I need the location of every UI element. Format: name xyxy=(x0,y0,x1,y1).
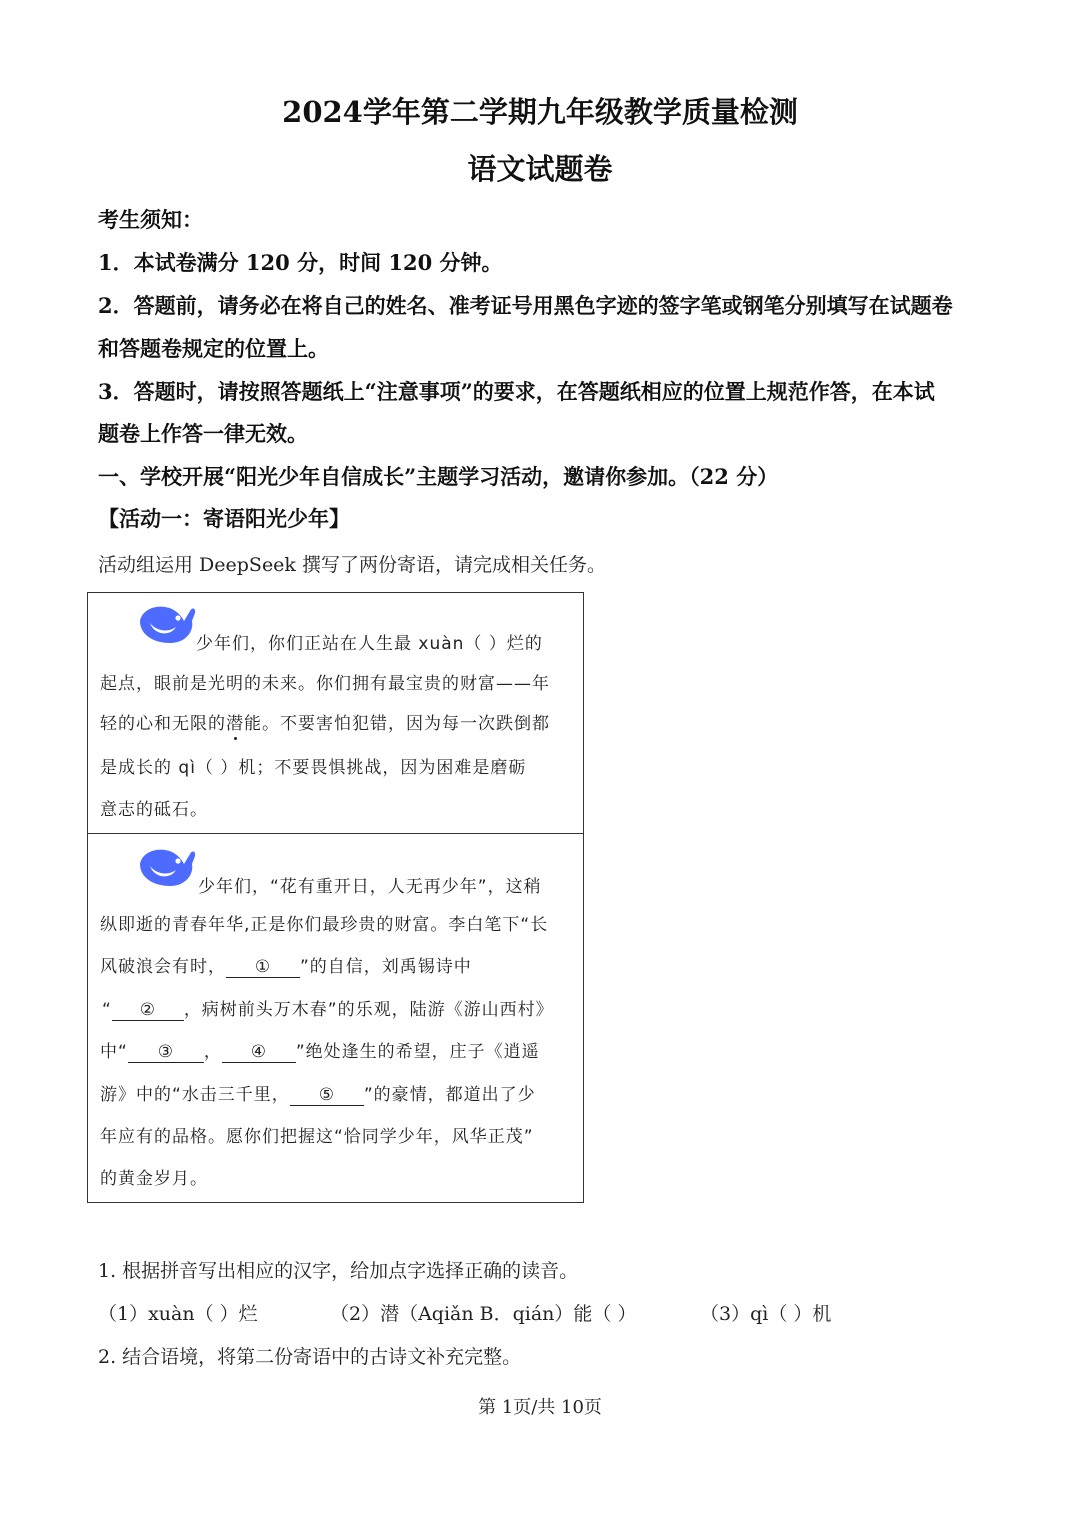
page-number: 第 1页/共 10页 xyxy=(478,1397,602,1418)
exam-title: 2024学年第二学期九年级教学质量检测 xyxy=(282,95,798,129)
message-2-line-7: 年应有的品格。愿你们把握这“恰同学少年，风华正茂” xyxy=(100,1127,534,1147)
message-2-line-2: 纵即逝的青春年华,正是你们最珍贵的财富。李白笔下“长 xyxy=(100,915,549,935)
poem-blank-1: ① xyxy=(226,958,300,978)
deepseek-whale-icon xyxy=(136,601,198,647)
message-2-line-8: 的黄金岁月。 xyxy=(100,1169,208,1189)
message-2-line-4: “ ② ，病树前头万木春”的乐观，陆游《游山西村》 xyxy=(102,1000,554,1020)
notice-item-3-line-2: 题卷上作答一律无效。 xyxy=(98,421,308,446)
question-1-option-2: （2）潜（Aqiǎn B．qián）能（ ） xyxy=(330,1303,637,1325)
deepseek-whale-icon xyxy=(136,844,198,890)
activity-intro: 活动组运用 DeepSeek 撰写了两份寄语，请完成相关任务。 xyxy=(98,554,606,576)
activity-1-heading: 【活动一：寄语阳光少年】 xyxy=(98,506,350,531)
dotted-character: 潜 xyxy=(226,714,244,734)
message-2-line-6: 游》中的“水击三千里， ⑤ ”的豪情，都道出了少 xyxy=(100,1085,536,1105)
exam-subtitle: 语文试题卷 xyxy=(467,152,613,186)
question-1-option-3: （3）qì（ ）机 xyxy=(700,1303,832,1325)
message-1-line-2: 起点，眼前是光明的未来。你们拥有最宝贵的财富——年 xyxy=(100,674,550,694)
message-1-line-3: 轻的心和无限的潜能。不要害怕犯错，因为每一次跌倒都 xyxy=(100,714,550,734)
notice-item-2-line-2: 和答题卷规定的位置上。 xyxy=(98,336,329,361)
poem-blank-3: ③ xyxy=(128,1043,204,1063)
notice-item-3-line-1: 3．答题时，请按照答题纸上“注意事项”的要求，在答题纸相应的位置上规范作答，在本试 xyxy=(98,379,935,404)
poem-blank-4: ④ xyxy=(222,1043,296,1063)
message-1-line-1: 少年们，你们正站在人生最 xuàn（ ）烂的 xyxy=(196,634,543,654)
message-box-2 xyxy=(87,833,584,1203)
message-2-line-5: 中“ ③ ， ④ ”绝处逢生的希望，庄子《逍遥 xyxy=(100,1042,540,1062)
notice-item-2-line-1: 2．答题前，请务必在将自己的姓名、准考证号用黑色字迹的签字笔或钢笔分别填写在试题卷 xyxy=(98,293,953,318)
question-2: 2. 结合语境，将第二份寄语中的古诗文补充完整。 xyxy=(98,1346,522,1368)
message-1-line-4: 是成长的 qì（ ）机；不要畏惧挑战，因为困难是磨砺 xyxy=(100,758,527,778)
poem-blank-5: ⑤ xyxy=(290,1086,364,1106)
message-2-line-3: 风破浪会有时， ① ”的自信，刘禹锡诗中 xyxy=(100,957,472,977)
message-box-1 xyxy=(87,592,584,834)
notice-item-1: 1．本试卷满分 120 分，时间 120 分钟。 xyxy=(98,250,503,275)
question-1-option-1: （1）xuàn（ ）烂 xyxy=(98,1303,258,1325)
message-2-line-1: 少年们，“花有重开日，人无再少年”，这稍 xyxy=(198,877,542,897)
message-1-line-5: 意志的砥石。 xyxy=(100,800,208,820)
question-1: 1. 根据拼音写出相应的汉字，给加点字选择正确的读音。 xyxy=(98,1260,579,1282)
notice-heading: 考生须知： xyxy=(98,207,203,232)
poem-blank-2: ② xyxy=(112,1001,184,1021)
section-1-heading: 一、学校开展“阳光少年自信成长”主题学习活动，邀请你参加。（22 分） xyxy=(98,464,779,489)
